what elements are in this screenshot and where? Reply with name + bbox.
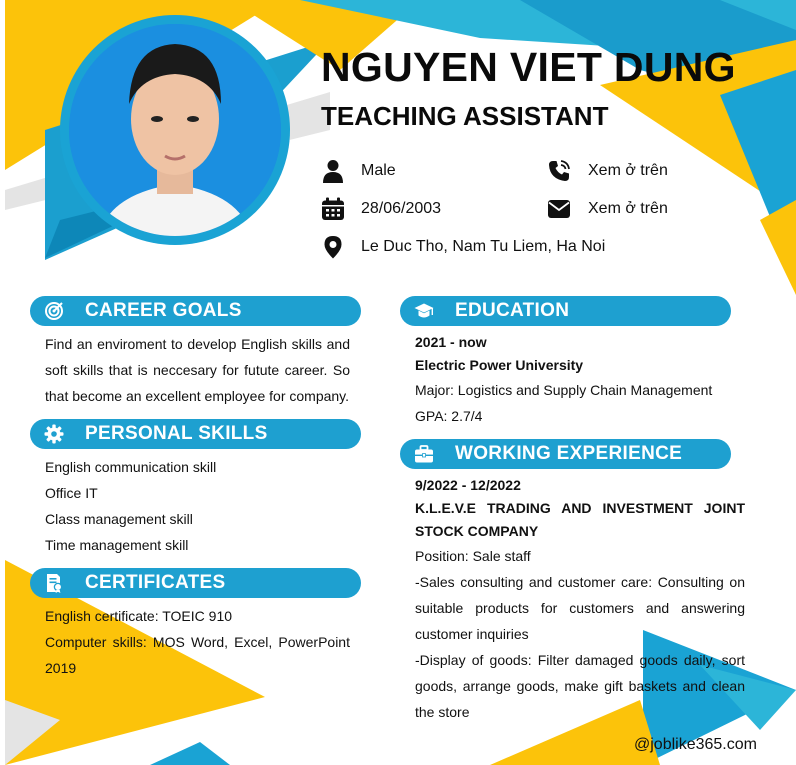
profile-photo — [69, 24, 281, 236]
education-major: Major: Logistics and Supply Chain Management — [415, 382, 713, 398]
experience-position: Position: Sale staff — [415, 548, 531, 564]
certificate-item: English certificate: TOEIC 910 — [45, 608, 233, 624]
profile-photo-frame — [60, 15, 290, 245]
company-name: K.L.E.V.E TRADING AND INVESTMENT JOINT — [415, 500, 745, 516]
experience-duty-line: -Sales consulting and customer care: Consulting on — [415, 574, 745, 590]
experience-duty-line: the store — [415, 704, 470, 720]
skill-item: Office IT — [45, 485, 98, 501]
education-title: EDUCATION — [455, 300, 570, 321]
certificate-item-year: 2019 — [45, 660, 77, 676]
skill-item: Class management skill — [45, 511, 193, 527]
career-goals-line: that become an excellent employee for company. — [45, 388, 350, 404]
watermark-text: @joblike365.com — [634, 736, 757, 753]
certificates-title: CERTIFICATES — [85, 572, 226, 593]
target-icon — [44, 301, 64, 321]
school-name: Electric Power University — [415, 357, 584, 373]
briefcase-icon — [414, 444, 434, 464]
personal-skills-title: PERSONAL SKILLS — [85, 423, 268, 444]
working-experience-title: WORKING EXPERIENCE — [455, 443, 683, 464]
candidate-name: NGUYEN VIET DUNG — [321, 44, 736, 90]
certificate-item: Computer skills: MOS Word, Excel, PowerPoint — [45, 634, 350, 650]
location-pin-icon — [321, 235, 345, 259]
skill-item: English communication skill — [45, 459, 217, 475]
gear-icon — [44, 424, 64, 444]
address-value: Le Duc Tho, Nam Tu Liem, Ha Noi — [361, 238, 606, 255]
experience-duty-line: goods, arrange goods, make gift baskets and clean — [415, 678, 745, 694]
experience-duty-line: -Display of goods: Filter damaged goods daily, sort — [415, 652, 745, 668]
certificate-icon — [44, 573, 64, 593]
working-experience-header — [400, 439, 731, 469]
education-header — [400, 296, 731, 326]
experience-period: 9/2022 - 12/2022 — [415, 477, 521, 493]
education-gpa: GPA: 2.7/4 — [415, 408, 483, 424]
career-goals-line: Find an enviroment to develop English skills and — [45, 336, 350, 352]
calendar-icon — [321, 197, 345, 221]
phone-value: Xem ở trên — [588, 162, 668, 179]
education-period: 2021 - now — [415, 334, 487, 350]
phone-icon — [547, 159, 571, 183]
email-value: Xem ở trên — [588, 200, 668, 217]
gender-value: Male — [361, 162, 396, 179]
envelope-icon — [547, 197, 571, 221]
birthday-value: 28/06/2003 — [361, 200, 442, 217]
company-name-cont: STOCK COMPANY — [415, 523, 539, 539]
experience-duty-line: customer inquiries — [415, 626, 529, 642]
experience-duty-line: suitable products for customers and answering — [415, 600, 745, 616]
skill-item: Time management skill — [45, 537, 189, 553]
career-goals-title: CAREER GOALS — [85, 300, 242, 321]
graduation-cap-icon — [414, 301, 434, 321]
personal-skills-header — [30, 419, 361, 449]
career-goals-line: soft skills that is neccesary for futute career. So — [45, 362, 350, 378]
user-icon — [321, 159, 345, 183]
certificates-header — [30, 568, 361, 598]
job-title: TEACHING ASSISTANT — [321, 101, 609, 131]
career-goals-header — [30, 296, 361, 326]
